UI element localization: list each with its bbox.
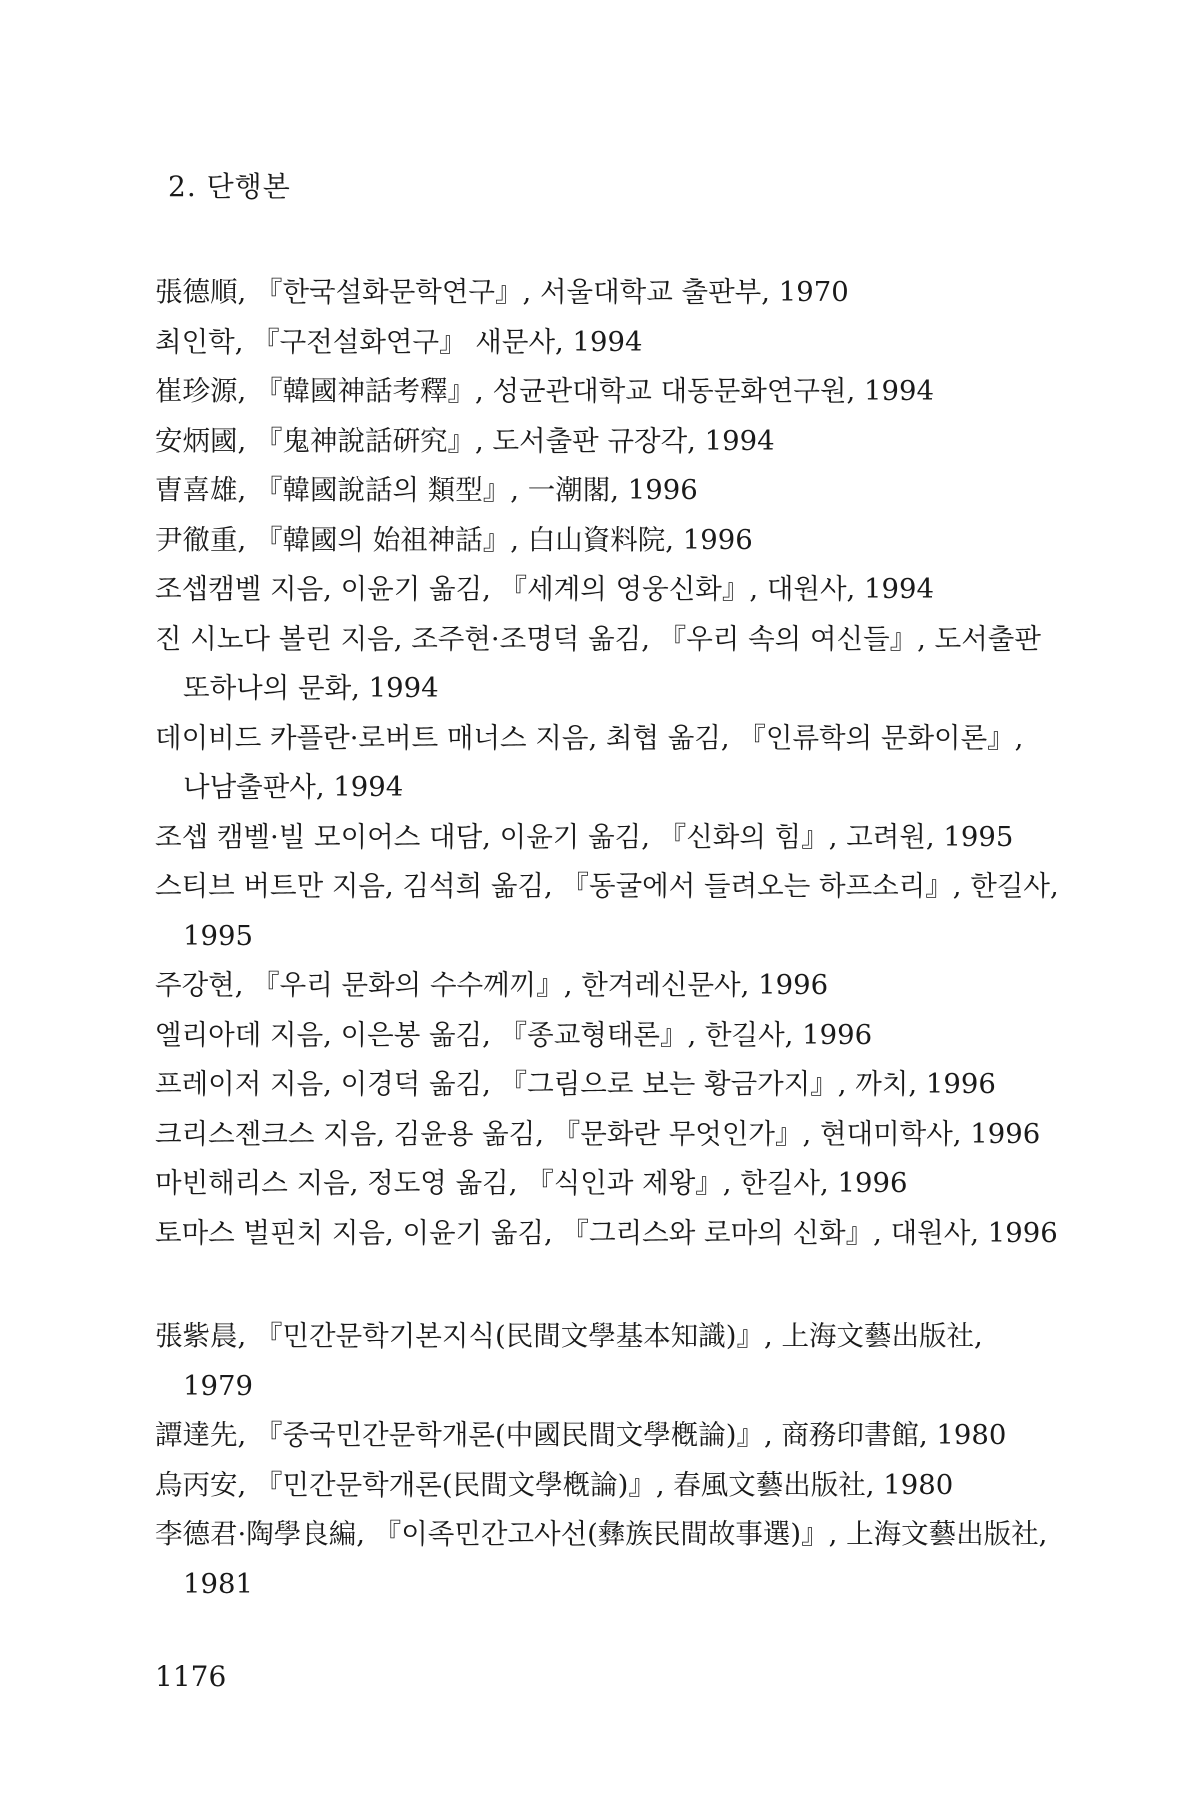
bibliography-entry: 프레이저 지음, 이경덕 옮김, 『그림으로 보는 황금가지』, 까치, 1996 (155, 1068, 996, 1100)
bibliography-entry: 데이비드 카플란·로버트 매너스 지음, 최협 옮김, 『인류학의 문화이론』, 나남출판사, 1994 (155, 721, 1024, 803)
korean-bibliography-list (155, 268, 1060, 1258)
section-heading: 2. 단행본 (168, 170, 291, 203)
bibliography-entry: 진 시노다 볼린 지음, 조주현·조명덕 옮김, 『우리 속의 여신들』, 도서출판 또하나의 문화, 1994 (155, 622, 1041, 704)
bibliography-entry: 崔珍源, 『韓國神話考釋』, 성균관대학교 대동문화연구원, 1994 (155, 375, 935, 407)
bibliography-entry: 조셉캠벨 지음, 이윤기 옮김, 『세계의 영웅신화』, 대원사, 1994 (155, 573, 935, 605)
bibliography-entry: 張紫晨, 『민간문학기본지식(民間文學基本知識)』, 上海文藝出版社, 1979 (155, 1320, 983, 1402)
bibliography-entry: 安炳國, 『鬼神說話硏究』, 도서출판 규장각, 1994 (155, 424, 775, 457)
page-number: 1176 (155, 1660, 227, 1693)
bibliography-entry: 마빈해리스 지음, 정도영 옮김, 『식인과 제왕』, 한길사, 1996 (155, 1167, 908, 1199)
bibliography-entry: 주강현, 『우리 문화의 수수께끼』, 한겨레신문사, 1996 (155, 969, 829, 1001)
bibliography-entry: 엘리아데 지음, 이은봉 옮김, 『종교형태론』, 한길사, 1996 (155, 1018, 873, 1051)
bibliography-entry: 토마스 벌핀치 지음, 이윤기 옮김, 『그리스와 로마의 신화』, 대원사, 1996 (155, 1216, 1058, 1249)
bibliography-entry: 張德順, 『한국설화문학연구』, 서울대학교 출판부, 1970 (155, 276, 849, 308)
bibliography-entry: 烏丙安, 『민간문학개론(民間文學槪論)』, 春風文藝出版社, 1980 (155, 1468, 954, 1501)
chinese-bibliography-list (155, 1312, 1060, 1609)
bibliography-entry: 조셉 캠벨·빌 모이어스 대담, 이윤기 옮김, 『신화의 힘』, 고려원, 1995 (155, 820, 1014, 853)
bibliography-entry: 최인학, 『구전설화연구』 새문사, 1994 (155, 325, 643, 358)
bibliography-entry: 尹徹重, 『韓國의 始祖神話』, 白山資料院, 1996 (155, 523, 753, 556)
bibliography-entry: 譚達先, 『중국민간문학개론(中國民間文學槪論)』, 商務印書館, 1980 (155, 1419, 1007, 1451)
bibliography-entry: 크리스젠크스 지음, 김윤용 옮김, 『문화란 무엇인가』, 현대미학사, 1996 (155, 1117, 1041, 1150)
bibliography-entry: 曺喜雄, 『韓國說話의 類型』, 一潮閣, 1996 (155, 474, 698, 506)
bibliography-entry: 스티브 버트만 지음, 김석희 옮김, 『동굴에서 들려오는 하프소리』, 한길사, 1995 (155, 870, 1059, 952)
bibliography-entry: 李德君·陶學良編, 『이족민간고사선(彝族民間故事選)』, 上海文藝出版社, 1981 (155, 1518, 1048, 1600)
